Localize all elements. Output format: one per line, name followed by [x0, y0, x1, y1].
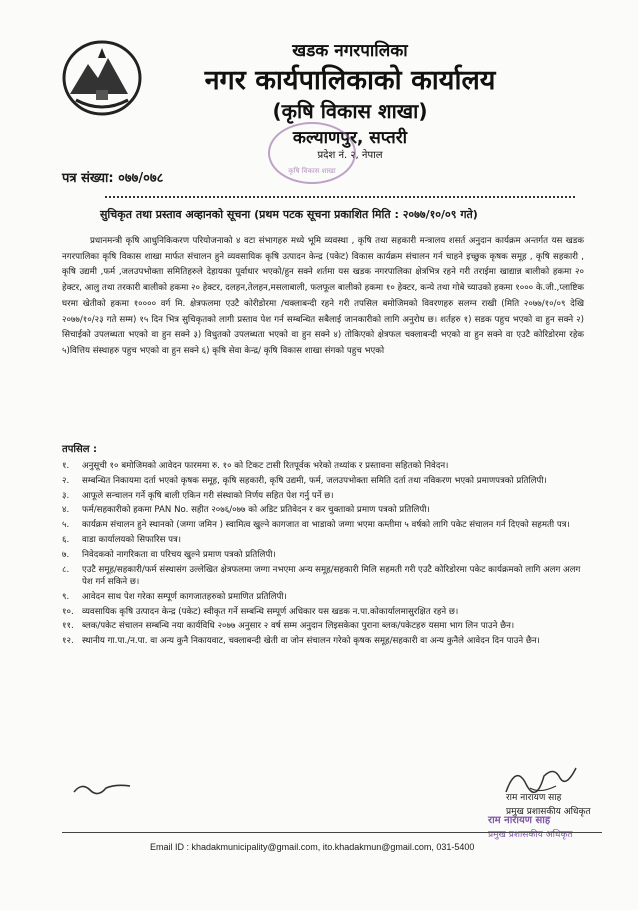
list-item: [62, 591, 582, 603]
item-number: ३.: [62, 490, 70, 501]
government-emblem: [56, 34, 148, 120]
item-number: ८.: [62, 564, 70, 575]
item-text: अनुसूची १० बमोजिमको आवेदन फारममा रु. १० को टिकट टासी रितपूर्वक भरेको तथ्यांक र प्रस्तावना सहितको निवेदन।: [82, 461, 449, 471]
item-number: ६.: [62, 534, 70, 545]
item-number: ४.: [62, 505, 70, 516]
item-text: स्थानीय गा.पा./न.पा. वा अन्य कुनै निकायवाट, चक्लाबन्दी खेती वा जोन संचालन गरेको कृषक समूह/सहकारी वा अन्य कुनैले आवेदन दिन पाउने छैन।: [82, 636, 540, 647]
item-number: ५.: [62, 520, 70, 531]
item-text: निवेदकको नागरिकता वा परिचय खुल्ने प्रमाण पत्रको प्रतिलिपी।: [82, 549, 276, 560]
item-text: वाडा कार्यालयको सिफारिस पत्र।: [82, 534, 182, 545]
list-item: [62, 519, 582, 531]
branch-stamp: [268, 122, 356, 184]
list-item: [62, 490, 582, 502]
footer-divider: [62, 832, 602, 833]
item-text: व्यवसायिक कृषि उत्पादन केन्द्र (पकेट) स्वीकृत गर्ने सम्बन्धि सम्पूर्ण अधिकार यस खडक न.पा.कोकार्यालमासुरक्षित रहने छ।: [82, 606, 459, 617]
list-item: [62, 534, 582, 546]
municipality-name: खडक नगरपालिका: [292, 41, 408, 61]
office-name: नगर कार्यपालिकाको कार्यालय: [204, 65, 496, 96]
item-text: एउटै समूह/सहकारी/फर्म संस्थासंग उल्लेखित क्षेत्रफलमा जग्गा नभएमा अन्य समूह/सहकारी मिलि सहमती गरी एउटै कोरिडोरमा पकेट कार्यक्रमको लागि अलग अलग पेश गर्न सकिने छ।: [82, 564, 581, 587]
item-text: आफूले सन्चालन गर्ने कृषि बाली एकिन गरी संस्थाको निर्णय सहित पेश गर्नु पर्ने छ।: [82, 490, 334, 501]
list-item: [62, 460, 582, 472]
reference-value: ०७७/०७८: [118, 171, 164, 186]
dotted-divider: [105, 196, 575, 198]
reference-number: [62, 168, 163, 186]
notice-title: सुचिकृत तथा प्रस्ताव अव्हानको सूचना (प्रथम पटक सूचना प्रकाशित मिति : २०७७/१०/०९ गते): [100, 208, 478, 221]
list-item: [62, 606, 582, 618]
item-text: ब्लक/पकेट संचालन सम्बन्धि नया कार्यविधि २०७७ अनुसार २ वर्ष सम्म अनुदान लिइसकेका पुराना ब्लक/पकेटहरु यसमा भाग लिन पाउने छैन।: [82, 621, 515, 632]
item-text: फर्म/सहकारीको हकमा PAN No. सहीत २०७६/०७७ को अडिट प्रतिवेदन र कर चुक्ताको प्रमाण पत्रको प्रतिलिपी।: [82, 505, 430, 516]
office-address: कल्याणपुर, सप्तरी: [292, 128, 408, 148]
item-number: १२.: [62, 636, 74, 647]
item-number: ९.: [62, 591, 70, 602]
officer-name: राम नारायण साह: [506, 793, 562, 803]
intro-text: प्रधानमन्त्री कृषि आधुनिकिकरण परियोजनाको ४ वटा संभागहरु मध्ये भूमि व्यवस्था , कृषि तथा सहकारी मन्त्रालय शसर्त अनुदान कार्यक्रम अन्तर्गत यस खडक नगरपालिका कृषि विकास शाखा मार्फत संचालन हुने व्यवसायिक कृषि उत्पादन केन्द्र (पकेट) विकास कार्यक्रम संचालन गर्न चाहने इच्छुक कृषक समूह , कृषि सहकारी , कृषि उद्यमी ,फर्म ,जलउपभोक्ता समितिहरुले देहायका पूर्वाधार भएको/हुन सक्ने शर्तमा यस खडक नगरपालिका क्षेत्रभित्र रहने गरी तराईमा खाद्यान्न बालीको हकमा २० हेक्टर, आलु तथा तरकारी बालीको हकमा २० हेक्टर, दलहन,तेलहन,मसलाबाली, फलफूल बालीको हकमा १० हेक्टर, कन्ये तथा गोबे च्याउको हकमा १००० के.जी.,प्लाष्टिक घरमा खेतीको हकमा १०००० वर्ग मि. क्षेत्रफलमा एउटै कोरीडोरमा /चक्लाबन्दी रहने गरी तपसिल बमोजिमको विवरणहरु सलग्न राखी (मिति २०७७/१०/०९ देखि २०७७/१०/२३ गते सम्म) १५ दिन भित्र सुचिकृतको लागी प्रस्ताव पेश गर्न सम्बन्धित सबैलाई जानकारीको लागि अनुरोध छ। शर्तहरु १) सडक पहुच भएको वा हुन सक्ने २) सिचाईको उपलब्धता भएको वा हुन सक्ने ३) विधुतको उपलब्धता भएको वा हुन सक्ने ४) तोकिएको क्षेत्रफल चक्लाबन्दी भएको वा हुन सक्ने वा एउटै कोरिडोरमा रहेक ५)वित्तिय संस्थाहरु पहुच भएको वा हुन सक्ने ६) कृषि सेवा केन्द्र/ कृषि विकास शाखा संगको पहुच भएको: [62, 236, 584, 356]
item-text: सम्बन्धित निकायमा दर्ता भएको कृषक समूह, कृषि सहकारी, कृषि उद्यमी, फर्म, जलउपभोक्ता समिति दर्ता तथा नविकरण भएको प्रमाणपत्रको प्रतिलिपी।: [82, 475, 547, 486]
reference-label: पत्र संख्या:: [62, 171, 114, 186]
officer-title: प्रमुख प्रशासकीय अधिकृत: [506, 807, 591, 817]
list-item: [62, 549, 582, 561]
item-number: २.: [62, 475, 70, 486]
intro-paragraph: [62, 234, 584, 360]
item-number: ११.: [62, 621, 74, 632]
stamp-officer-title: प्रमुख प्रशासकीय अधिकृत: [488, 830, 573, 840]
list-item: [62, 475, 582, 487]
item-number: १०.: [62, 606, 74, 617]
stamp-text: कृषि विकास शाखा: [288, 167, 336, 175]
left-signature: [72, 778, 132, 800]
item-number: १.: [62, 461, 70, 471]
province-line: प्रदेश नं. २, नेपाल: [317, 150, 383, 161]
list-item: [62, 635, 582, 647]
details-heading: तपसिल :: [62, 444, 97, 455]
item-text: आवेदन साथ पेश गरेका सम्पूर्ण कागजातहरुको प्रमाणित प्रतिलिपी।: [82, 591, 287, 602]
list-item: [62, 620, 582, 632]
list-item: [62, 564, 582, 589]
details-list: [62, 460, 582, 650]
item-text: कार्यक्रम संचालन हुने स्थानको (जग्गा जमिन ) स्वामित्व खुल्ने कागजात वा भाडाको जग्गा भएमा कम्तीमा ५ वर्षको लागि पकेट संचालन गर्न दिएको सहमती पत्र।: [82, 520, 570, 531]
stamp-officer-name: राम नारायण साह: [488, 815, 551, 826]
item-number: ७.: [62, 549, 70, 560]
branch-name: (कृषि विकास शाखा): [272, 99, 428, 123]
footer-contact: Email ID : khadakmunicipality@gmail.com, ito.khadakmun@gmail.com, 031-5400: [150, 842, 475, 852]
list-item: [62, 504, 582, 516]
